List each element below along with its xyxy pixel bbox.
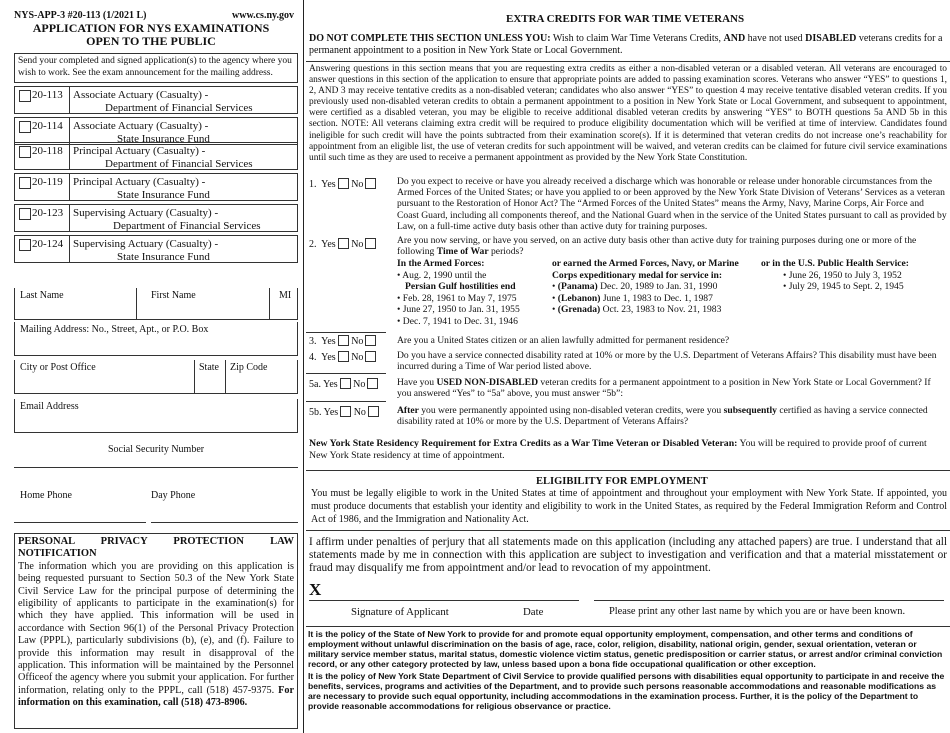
exam-checkbox[interactable]	[19, 146, 31, 158]
war-period-item: • Aug. 2, 1990 until the	[397, 269, 487, 281]
war-period-item: • Dec. 7, 1941 to Dec. 31, 1946	[397, 315, 518, 327]
veterans-intro: Answering questions in this section means that you are requesting extra credits as either a non-disabled veteran or a disabled veteran. All veterans are encouraged to answer questions in this section of the application to ensure that appropriate points are added to passing examination scores. Veterans who answer “YES” to questions 1, 2, AND 3 may receive tentative credits as a non-disabled veteran; candidates who also answer “YES” to question 4 may receive tentative disabled veteran credits. If you previously used non-disabled veteran credits to obtain a permanent appointment to a position in New York State or Local Government, and subsequent to appointment, were certified as a disabled veteran, you may be eligible to receive additional disabled veteran credits by answering “YES” to BOTH questions 5a AND 5b in this section. NOTE: All veterans claiming extra credit will be required to produce eligibility documentation which will be verified at time of interview. Candidates found ineligible for such credit will have the points subtracted from their examination score(s). If it is determined that veteran credits do not increase one’s reachability for appointment from an eligible list, the use of veteran credits for such appointment will be waived, and veteran credits can be claimed for future civil service examinations until such time as they are used to receive a permanent appointment as provided by the New York State Constitution.	[309, 64, 947, 163]
exam-agency: State Insurance Fund	[117, 133, 210, 145]
exam-checkbox[interactable]	[19, 239, 31, 251]
phs-item: • June 26, 1950 to July 3, 1952	[783, 269, 902, 281]
medal-item: • (Grenada) Oct. 23, 1983 to Nov. 21, 1983	[552, 304, 722, 316]
mailing-address-label: Mailing Address: No., Street, Apt., or P.O. Box	[20, 324, 209, 335]
exam-agency: Department of Financial Services	[113, 220, 261, 232]
armed-forces-column: In the Armed Forces: • Aug. 2, 1990 until the Persian Gulf hostilities end • Feb. 28, 1961 to May 7, 1975 • June 27, 1950 to Jan. 31, 1955 • Dec. 7, 1941 to Dec. 31, 1946	[397, 258, 547, 328]
q1-text: Do you expect to receive or have you already received a discharge which was honorable or release under honorable circumstances from the Armed Forces of the United States; or have you applied to or been approved by the New York State Division of Veterans’ Services as a veteran pursuant to the Restoration of Honor Act? The “Armed Forces of the United States” means the Army, Navy, Marine Corps, Air Force and Coast Guard, including all components thereof, and the National Guard when in the service of the United States pursuant to call as provided by Law, on a full-time active duty basis other than active duty for training purposes.	[397, 176, 947, 232]
q1-yes-checkbox[interactable]	[338, 178, 349, 189]
name-field-group[interactable]	[14, 288, 298, 320]
exam-number: 20-113	[32, 89, 63, 101]
email-label: Email Address	[20, 401, 79, 412]
exam-agency: Department of Financial Services	[105, 158, 253, 170]
exam-option-20-113[interactable]	[14, 86, 298, 114]
q5b-text: After you were permanently appointed using non-disabled veteran credits, were you subsequently certified as having a service connected disability rated at 10% or more by the U.S. Department of Veterans Affairs?	[397, 405, 928, 428]
q3-answer[interactable]: 3. Yes No	[309, 335, 376, 347]
exam-number: 20-119	[32, 176, 63, 188]
expeditionary-medal-column: or earned the Armed Forces, Navy, or Marine Corps expeditionary medal for service in: • (Panama) Dec. 20, 1989 to Jan. 31, 1990 • (Lebanon) June 1, 1983 to Dec. 1, 1987 • (Grenada) Oct. 23, 1983 to Nov. 21, 1983	[552, 258, 762, 316]
war-period-item: • June 27, 1950 to Jan. 31, 1955	[397, 304, 520, 316]
q2-yes-checkbox[interactable]	[338, 238, 349, 249]
war-period-item: Persian Gulf hostilities end	[405, 281, 516, 293]
q3-yes-checkbox[interactable]	[338, 335, 349, 346]
exam-option-20-119[interactable]	[14, 173, 298, 201]
mi-label: MI	[279, 290, 292, 301]
q5a-answer[interactable]: 5a. Yes No	[309, 378, 378, 390]
affirmation-text: I affirm under penalties of perjury that all statements made on this application (including any attached papers) are true. I understand that all statements made by me in connection with this application are subject to investigation and verification and that a material misstatement or fraud may disqualify me from appointment and/or lead to revocation of my appointment.	[309, 536, 947, 575]
other-name-input-line[interactable]	[594, 600, 944, 601]
q5a-no-checkbox[interactable]	[367, 378, 378, 389]
day-phone-label: Day Phone	[151, 490, 196, 501]
exam-number: 20-114	[32, 120, 63, 132]
q3-no-checkbox[interactable]	[365, 335, 376, 346]
exam-checkbox[interactable]	[19, 121, 31, 133]
eligibility-title: ELIGIBILITY FOR EMPLOYMENT	[536, 476, 708, 487]
equal-opportunity-policy: It is the policy of the State of New York to provide for and promote equal opportunity employment, compensation, and other terms and conditions of employment without unlawful discrimination on the basis of age, race, color, religion, disability, national origin, gender, sexual orientation, veteran or military service member status, marital status, domestic violence victim status, genetic predisposition or carrier status, or arrest and/or criminal conviction record, or any other category protected by law, unless based upon a bona fide occupational qualification or other exception.	[308, 629, 943, 669]
last-name-label: Last Name	[20, 290, 64, 301]
signature-x-mark: X	[309, 580, 322, 599]
exam-agency: State Insurance Fund	[117, 189, 210, 201]
q5a-yes-checkbox[interactable]	[340, 378, 351, 389]
q4-yes-checkbox[interactable]	[338, 351, 349, 362]
mailing-address-field[interactable]	[14, 322, 298, 356]
exam-title: Supervising Actuary (Casualty) -	[73, 207, 219, 219]
public-health-column: or in the U.S. Public Health Service: • June 26, 1950 to July 3, 1952 • July 29, 1945 to Sept. 2, 1945	[761, 258, 946, 293]
exam-number: 20-123	[32, 207, 64, 219]
exam-checkbox[interactable]	[19, 90, 31, 102]
residency-requirement: New York State Residency Requirement for Extra Credits as a War Time Veteran or Disabled Veteran: You will be required to provide proof of current New York State residency at time of appointment.	[309, 438, 927, 461]
privacy-title: PERSONAL PRIVACY PROTECTION LAW NOTIFICATION	[18, 536, 294, 560]
ssn-input-line[interactable]	[14, 467, 298, 468]
exam-agency: State Insurance Fund	[117, 251, 210, 263]
home-phone-label: Home Phone	[20, 490, 72, 501]
q5b-no-checkbox[interactable]	[368, 406, 379, 417]
exam-checkbox[interactable]	[19, 208, 31, 220]
q4-text: Do you have a service connected disability rated at 10% or more by the U.S. Department of Veterans Affairs? This disability must have been incurred during a Time of War period listed above.	[397, 350, 937, 373]
q1-answer[interactable]: 1. Yes No	[309, 178, 376, 190]
war-period-item: • Feb. 28, 1961 to May 7, 1975	[397, 292, 517, 304]
q4-answer[interactable]: 4. Yes No	[309, 351, 376, 363]
q5b-yes-checkbox[interactable]	[340, 406, 351, 417]
exam-agency: Department of Financial Services	[105, 102, 253, 114]
page-title: APPLICATION FOR NYS EXAMINATIONS OPEN TO THE PUBLIC	[32, 21, 270, 48]
exam-option-20-114[interactable]	[14, 117, 298, 145]
privacy-notice	[14, 533, 298, 729]
other-name-label: Please print any other last name by which you are or have been known.	[609, 606, 906, 617]
q2-text: Are you now serving, or have you served, on an active duty basis other than active duty for training purposes during one or more of the following Time of War periods?	[397, 235, 917, 258]
ssn-label: Social Security Number	[108, 444, 205, 455]
exam-title: Principal Actuary (Casualty) -	[73, 176, 206, 188]
signature-input-line[interactable]	[309, 600, 579, 601]
send-instructions: Send your completed and signed application(s) to the agency where you wish to work. See the exam announcement for the mailing address.	[14, 53, 298, 83]
exam-title: Associate Actuary (Casualty) -	[73, 120, 209, 132]
exam-title: Associate Actuary (Casualty) -	[73, 89, 209, 101]
q5a-text: Have you USED NON-DISABLED veteran credits for a permanent appointment to a position in New York State or Local Government? If you answered “Yes” to “5a” above, you must answer “5b”:	[397, 377, 931, 400]
day-phone-input-line[interactable]	[151, 522, 298, 523]
website-url[interactable]: www.cs.ny.gov	[232, 10, 294, 21]
exam-title: Supervising Actuary (Casualty) -	[73, 238, 219, 250]
right-column	[306, 0, 950, 733]
privacy-contact: For information on this examination, call (518) 473-8906.	[18, 684, 295, 709]
eligibility-body: You must be legally eligible to work in the United States at time of appointment and throughout your employment with New York State. If appointed, you must produce documents that establish your identity and eligibility to work in the United States, as required by the Federal Immigration Reform and Control Act of 1986, and the Immigration and Nationality Act.	[311, 488, 947, 525]
zip-label: Zip Code	[230, 362, 268, 373]
exam-number: 20-124	[32, 238, 64, 250]
exam-option-20-124[interactable]	[14, 235, 298, 263]
veterans-warning: DO NOT COMPLETE THIS SECTION UNLESS YOU: Wish to claim War Time Veterans Credits, AND have not used DISABLED veterans credits for a permanent appointment to a position in New York State or Local Government.	[309, 33, 943, 56]
phs-item: • July 29, 1945 to Sept. 2, 1945	[783, 281, 904, 293]
q5b-answer[interactable]: 5b. Yes No	[309, 406, 379, 418]
state-label: State	[199, 362, 219, 373]
disability-accommodation-policy: It is the policy of New York State Department of Civil Service to provide qualified persons with disabilities equal opportunity to participate in and receive the benefits, services, programs and activities of the Department, and to provide such persons reasonable accommodations and reasonable modifications as are necessary to provide such equal opportunity, including accommodations in the examination process. Further, it is the policy of the Department to provide reasonable accommodations for religious observance or practice.	[308, 671, 945, 711]
signature-label: Signature of Applicant	[351, 606, 449, 618]
q1-no-checkbox[interactable]	[365, 178, 376, 189]
exam-checkbox[interactable]	[19, 177, 31, 189]
exam-option-20-118[interactable]	[14, 142, 298, 170]
date-label: Date	[523, 606, 544, 618]
privacy-body: The information which you are providing on this application is being requested pursuant to Section 50.3 of the New York State Civil Service Law for the principal purpose of determining the eligibility of applicants to participate in the examination(s) for which they have applied. This information will be used in accordance with Section 96(1) of the Personal Privacy Protection Law (PPPL), particularly subdivisions (b), (e), and (f). Failure to provide this information may result in disapproval of the application. This information will be maintained by the Personnel Officeof the agency where you submit your application. For further information, relating only to the PPPL, call (518) 457-9375.	[18, 560, 294, 696]
medal-item: • (Lebanon) June 1, 1983 to Dec. 1, 1987	[552, 292, 713, 304]
left-column	[0, 0, 302, 733]
exam-title: Principal Actuary (Casualty) -	[73, 145, 206, 157]
exam-option-20-123[interactable]	[14, 204, 298, 232]
form-code: NYS-APP-3 #20-113 (1/2021 L)	[14, 10, 147, 21]
city-label: City or Post Office	[20, 362, 96, 373]
q2-no-checkbox[interactable]	[365, 238, 376, 249]
exam-number: 20-118	[32, 145, 63, 157]
veterans-title: EXTRA CREDITS FOR WAR TIME VETERANS	[506, 13, 745, 25]
city-state-zip-group[interactable]	[14, 360, 298, 394]
first-name-label: First Name	[151, 290, 196, 301]
q3-text: Are you a United States citizen or an alien lawfully admitted for permanent residence?	[397, 335, 730, 346]
column-divider	[303, 0, 304, 733]
q2-answer[interactable]: 2. Yes No	[309, 238, 376, 250]
q4-no-checkbox[interactable]	[365, 351, 376, 362]
email-field[interactable]	[14, 399, 298, 433]
home-phone-input-line[interactable]	[14, 522, 146, 523]
medal-item: • (Panama) Dec. 20, 1989 to Jan. 31, 1990	[552, 281, 718, 293]
